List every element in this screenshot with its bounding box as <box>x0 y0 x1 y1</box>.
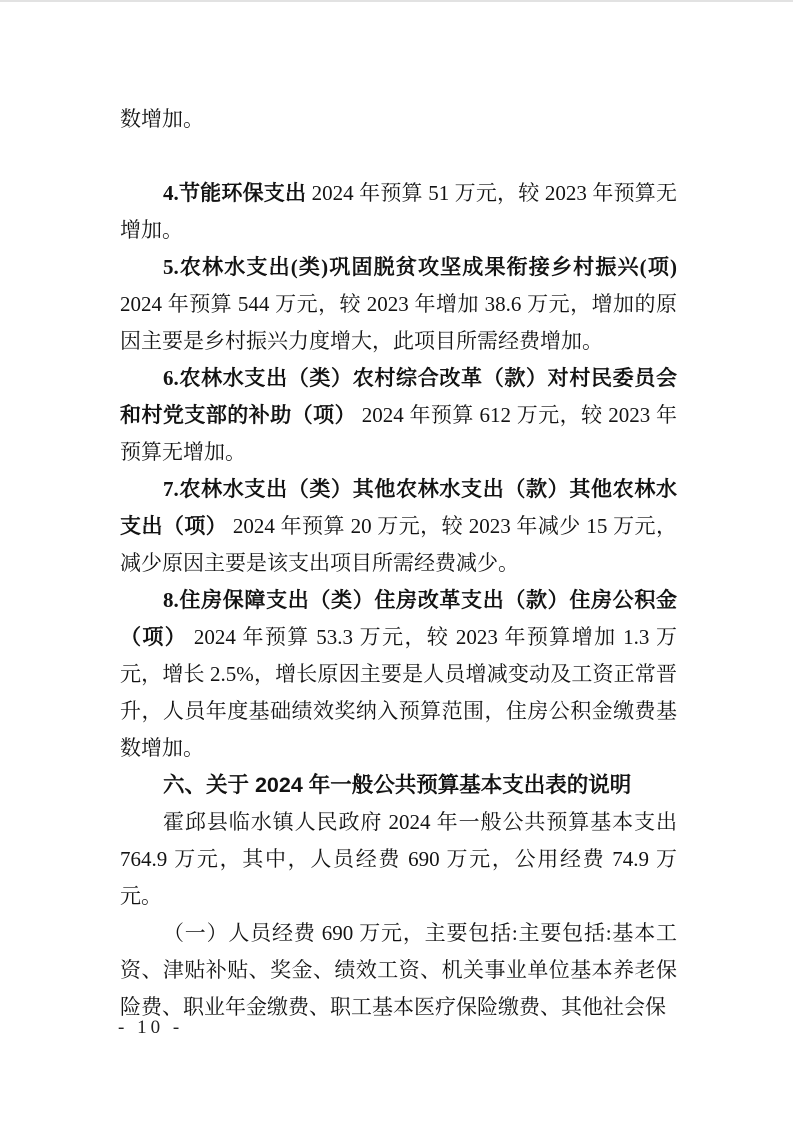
text-run-bold: 4.节能环保支出 <box>163 181 307 205</box>
text-run-bold: 5.农林水支出(类)巩固脱贫攻坚成果衔接乡村振兴(项) <box>163 255 677 279</box>
text-run: 2024 年预算 20 万元，较 2023 年减少 15 万元，减少原因主要是该支出项目所需经费减少。 <box>120 514 678 575</box>
paragraph <box>120 471 677 582</box>
paragraph <box>120 582 677 767</box>
text-run: 数增加。 <box>120 107 204 131</box>
paragraph <box>120 175 677 249</box>
text-run-bold: 7.农林水支出（类）其他农林水支出（款）其他农林水支出（项） <box>120 477 677 538</box>
paragraph <box>120 249 677 360</box>
page-number: - 10 - <box>118 1017 184 1038</box>
text-run-bold: 8.住房保障支出（类）住房改革支出（款）住房公积金（项） <box>120 588 677 649</box>
text-run: 霍邱县临水镇人民政府 2024 年一般公共预算基本支出 764.9 万元，其中，人员经费 690 万元，公用经费 74.9 万元。 <box>120 810 677 908</box>
paragraph <box>120 101 677 138</box>
text-run-bold: 六、关于 2024 年一般公共预算基本支出表的说明 <box>163 773 632 797</box>
text-run-bold: 6.农林水支出（类）农村综合改革（款）对村民委员会和村党支部的补助（项） <box>120 366 677 427</box>
text-run: 2024 年预算 612 万元，较 2023 年预算无增加。 <box>120 403 678 464</box>
paragraph <box>120 360 677 471</box>
section-heading <box>120 767 677 804</box>
document-body <box>120 101 677 1026</box>
text-run: 2024 年预算 53.3 万元，较 2023 年预算增加 1.3 万元，增长 2.5%，增长原因主要是人员增减变动及工资正常晋升，人员年度基础绩效奖纳入预算范围，住房公积金缴费基数增加。 <box>120 625 678 760</box>
paragraph <box>120 915 677 1026</box>
blank-line <box>120 138 677 175</box>
paragraph <box>120 804 677 915</box>
text-run: （一）人员经费 690 万元，主要包括:主要包括:基本工资、津贴补贴、奖金、绩效工资、机关事业单位基本养老保险费、职业年金缴费、职工基本医疗保险缴费、其他社会保 <box>120 921 677 1019</box>
text-run: 2024 年预算 51 万元，较 2023 年预算无增加。 <box>120 181 678 242</box>
text-run: 2024 年预算 544 万元，较 2023 年增加 38.6 万元，增加的原因主要是乡村振兴力度增大，此项目所需经费增加。 <box>120 292 677 353</box>
